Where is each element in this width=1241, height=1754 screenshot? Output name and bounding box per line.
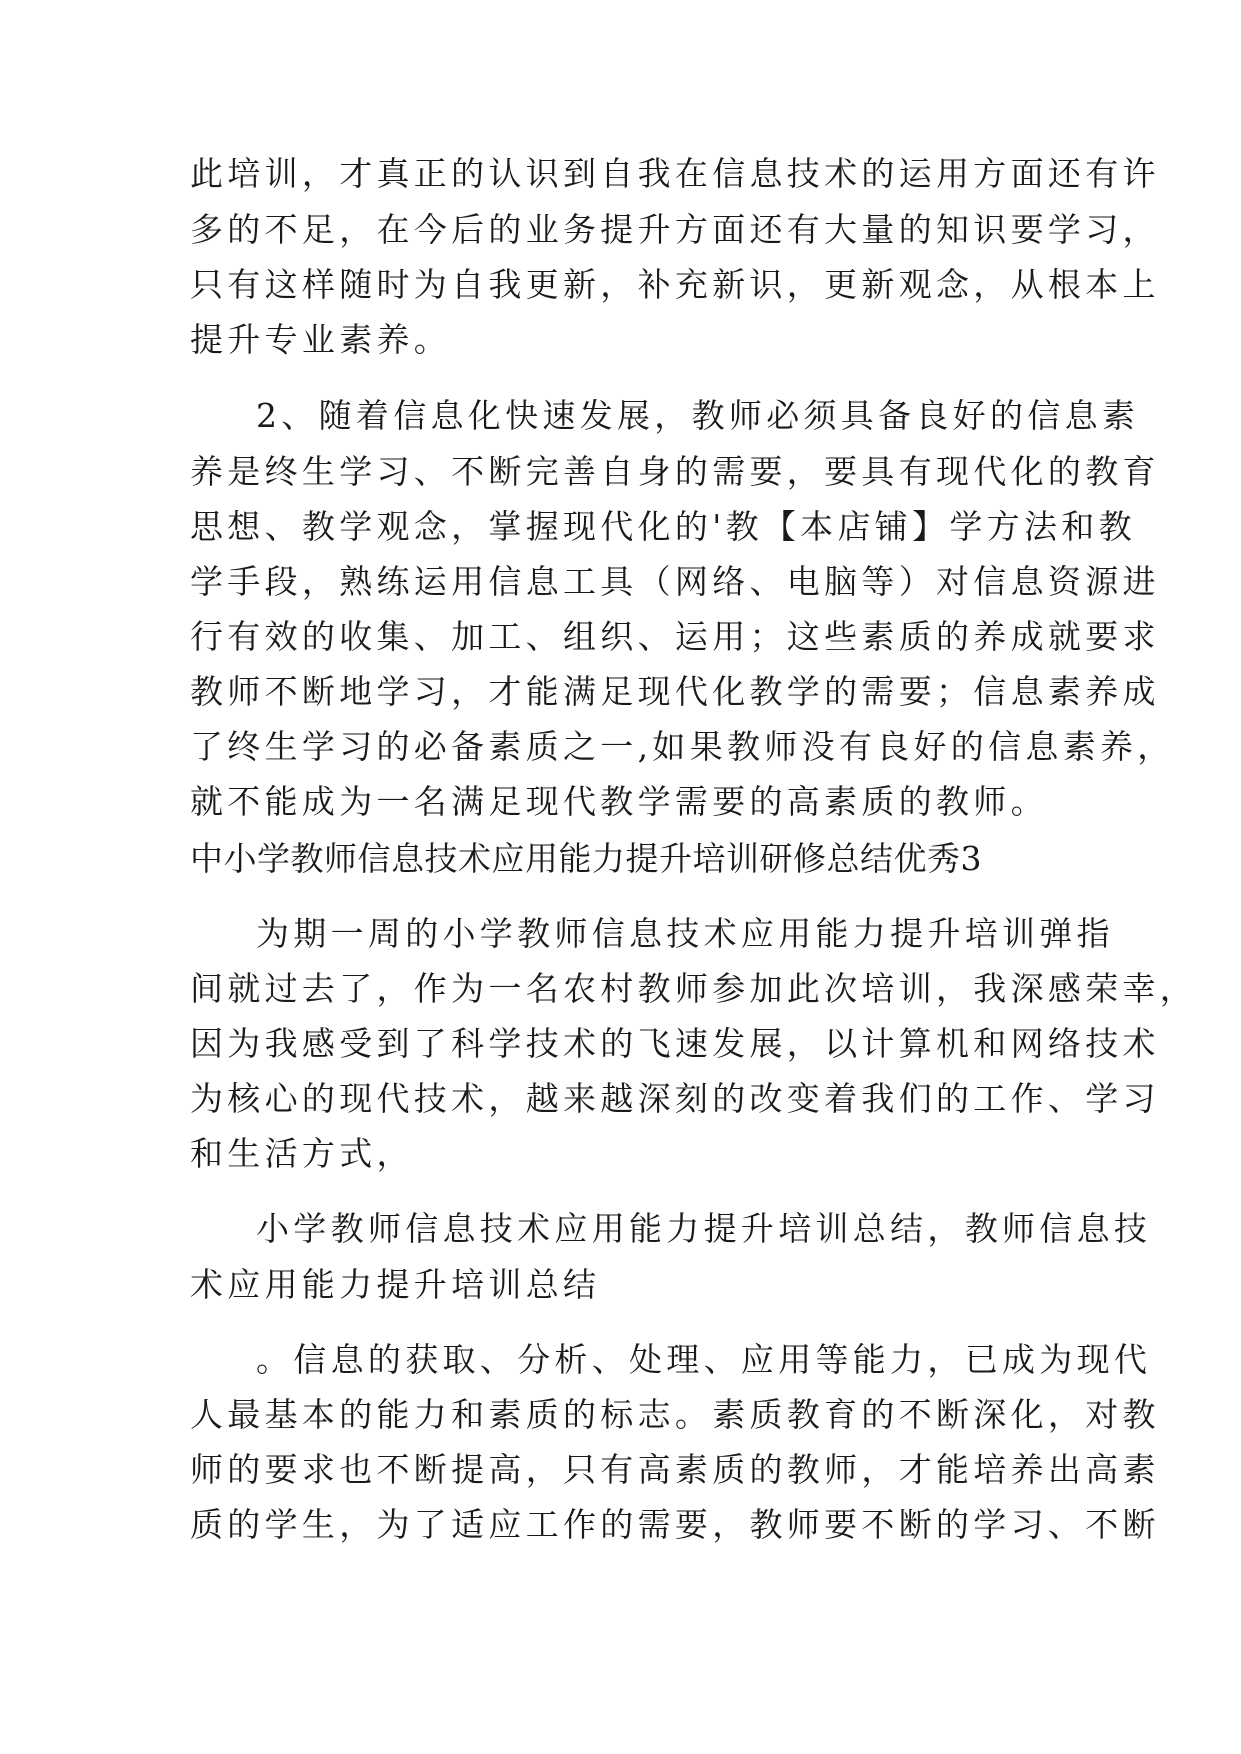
paragraph-2-line-4: 学手段，熟练运用信息工具（网络、电脑等）对信息资源进 [190,562,1160,601]
paragraph-5-line-4: 质的学生，为了适应工作的需要，教师要不断的学习、不断 [190,1505,1160,1544]
paragraph-2-line-1: 2、随着信息化快速发展，教师必须具备良好的信息素 [256,396,1140,435]
paragraph-1-line-2: 多的不足，在今后的业务提升方面还有大量的知识要学习， [190,210,1160,249]
paragraph-2-line-7: 了终生学习的必备素质之一,如果教师没有良好的信息素养， [190,727,1175,766]
paragraph-5-line-3: 师的要求也不断提高，只有高素质的教师，才能培养出高素 [190,1450,1160,1489]
paragraph-3-line-4: 为核心的现代技术，越来越深刻的改变着我们的工作、学习 [190,1079,1160,1118]
paragraph-2-line-2: 养是终生学习、不断完善自身的需要，要具有现代化的教育 [190,452,1160,491]
paragraph-5-line-1: 。信息的获取、分析、处理、应用等能力，已成为现代 [256,1340,1152,1379]
paragraph-3-line-5: 和生活方式， [190,1134,414,1173]
paragraph-3-line-3: 因为我感受到了科学技术的飞速发展，以计算机和网络技术 [190,1024,1160,1063]
paragraph-2-line-6: 教师不断地学习，才能满足现代化教学的需要；信息素养成 [190,672,1160,711]
paragraph-4-line-2: 术应用能力提升培训总结 [190,1265,601,1304]
paragraph-1-line-4: 提升专业素养。 [190,320,452,359]
paragraph-1-line-1: 此培训，才真正的认识到自我在信息技术的运用方面还有许 [190,154,1160,193]
paragraph-5-line-2: 人最基本的能力和素质的标志。素质教育的不断深化，对教 [190,1395,1160,1434]
paragraph-1-line-3: 只有这样随时为自我更新，补充新识，更新观念，从根本上 [190,265,1160,304]
paragraph-4-line-1: 小学教师信息技术应用能力提升培训总结，教师信息技 [256,1209,1152,1248]
paragraph-3-line-1: 为期一周的小学教师信息技术应用能力提升培训弹指 [256,914,1114,953]
paragraph-2-line-3: 思想、教学观念，掌握现代化的'教【本店铺】学方法和教 [190,507,1136,546]
paragraph-3-line-2: 间就过去了，作为一名农村教师参加此次培训，我深感荣幸， [190,969,1198,1008]
paragraph-2-line-5: 行有效的收集、加工、组织、运用；这些素质的养成就要求 [190,617,1160,656]
paragraph-2-line-8: 就不能成为一名满足现代教学需要的高素质的教师。 [190,782,1048,821]
section-heading: 中小学教师信息技术应用能力提升培训研修总结优秀3 [190,839,982,878]
